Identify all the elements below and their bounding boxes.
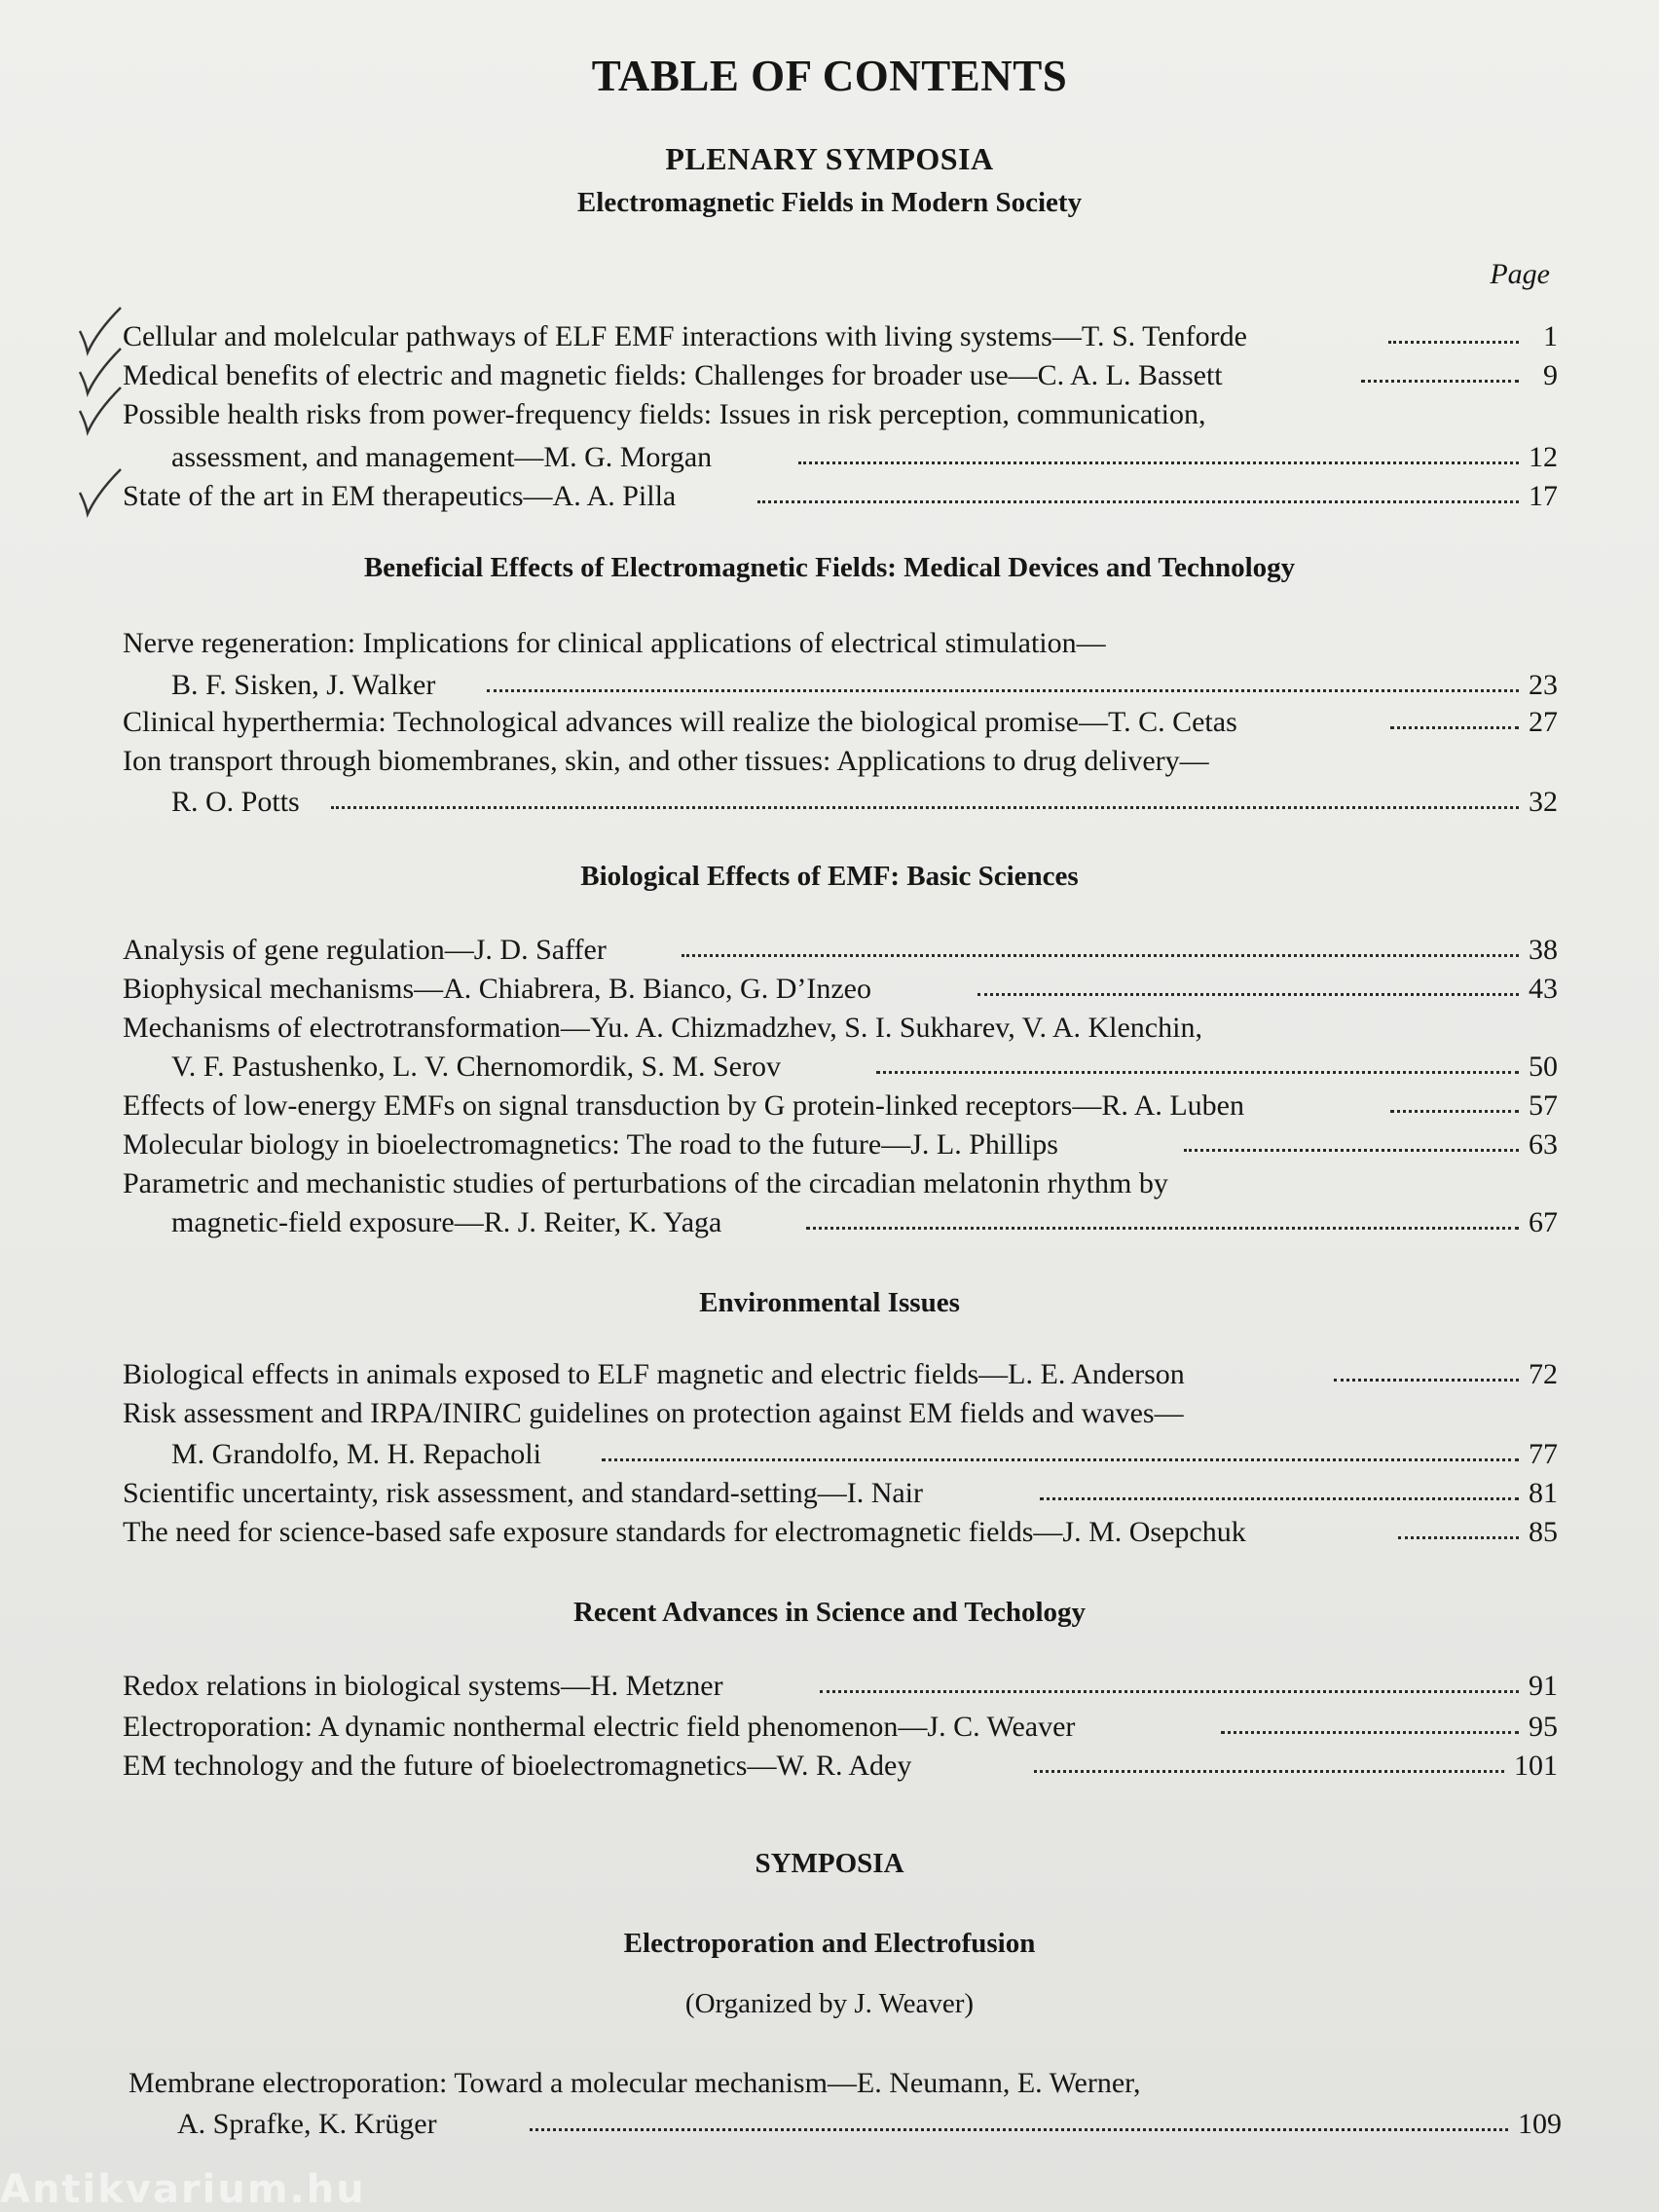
toc-entry-page: 109 — [1518, 2108, 1562, 2140]
toc-entry-leader — [977, 972, 1558, 1007]
toc-entry-title: Analysis of gene regulation—J. D. Saffer — [123, 934, 607, 966]
toc-entry-title: Parametric and mechanistic studies of perturbations of the circadian melatonin rhythm by — [123, 1167, 1168, 1199]
toc-entry-title: EM technology and the future of bioelectromagnetics—W. R. Adey — [123, 1750, 912, 1782]
toc-entry-continuation: V. F. Pastushenko, L. V. Chernomordik, S. M. Serov — [171, 1051, 781, 1083]
toc-entry-page: 57 — [1529, 1089, 1558, 1122]
toc-entry-leader — [876, 1050, 1558, 1085]
section-heading-recent: Recent Advances in Science and Techology — [572, 1597, 1087, 1628]
toc-entry-page: 91 — [1529, 1670, 1558, 1702]
toc-entry-title: Nerve regeneration: Implications for clinical applications of electrical stimulation— — [123, 627, 1106, 659]
toc-entry-page: 63 — [1529, 1128, 1558, 1161]
toc-entry-continuation: B. F. Sisken, J. Walker — [171, 669, 436, 701]
toc-entry-title: State of the art in EM therapeutics—A. A. Pilla — [123, 480, 677, 512]
toc-entry-page: 43 — [1529, 973, 1558, 1005]
toc-entry-title: Biophysical mechanisms—A. Chiabrera, B. Bianco, G. D’Inzeo — [123, 973, 871, 1005]
toc-entry-title: Cellular and molelcular pathways of ELF EMF interactions with living systems—T. S. Tenforde — [123, 320, 1247, 352]
toc-entry-title: Redox relations in biological systems—H. Metzner — [123, 1670, 723, 1702]
toc-entry-page: 38 — [1529, 934, 1558, 966]
toc-entry-leader — [806, 1205, 1558, 1240]
toc-entry-page: 85 — [1529, 1516, 1558, 1548]
toc-entry-title: Electroporation: A dynamic nonthermal electric field phenomenon—J. C. Weaver — [123, 1711, 1076, 1743]
toc-entry-leader — [1034, 1749, 1558, 1784]
toc-entry-leader — [682, 933, 1558, 968]
toc-entry-leader — [530, 2107, 1562, 2142]
toc-entry-title: Scientific uncertainty, risk assessment, and standard-setting—I. Nair — [123, 1477, 923, 1509]
toc-entry-continuation: M. Grandolfo, M. H. Repacholi — [171, 1438, 541, 1470]
toc-entry-page: 12 — [1529, 441, 1558, 473]
section-heading-biological: Biological Effects of EMF: Basic Sciences — [580, 861, 1079, 892]
toc-entry-leader — [1361, 358, 1558, 393]
toc-entry-title: Medical benefits of electric and magnetic fields: Challenges for broader use—C. A. L. Bassett — [123, 359, 1223, 391]
toc-entry-page: 101 — [1514, 1750, 1558, 1782]
toc-entry-leader — [1398, 1515, 1558, 1550]
section-heading-symposia: SYMPOSIA — [755, 1848, 904, 1879]
toc-entry-title: The need for science-based safe exposure standards for electromagnetic fields—J. M. Osepchuk — [123, 1516, 1246, 1548]
section-heading-plenary: PLENARY SYMPOSIA — [665, 141, 994, 176]
toc-entry-leader — [1390, 1088, 1558, 1124]
toc-entry-leader — [602, 1437, 1558, 1472]
toc-entry-leader — [1184, 1127, 1558, 1162]
page-column-label: Page — [1490, 258, 1550, 290]
toc-entry-page: 67 — [1529, 1206, 1558, 1238]
toc-entry-page: 1 — [1543, 320, 1558, 352]
watermark: Antikvarium.hu — [0, 2167, 366, 2212]
toc-entry-page: 17 — [1529, 480, 1558, 512]
toc-entry-leader — [331, 785, 1558, 820]
toc-entry-leader — [820, 1669, 1558, 1704]
toc-entry-continuation: R. O. Potts — [171, 786, 300, 818]
toc-entry-continuation: assessment, and management—M. G. Morgan — [171, 441, 713, 473]
toc-entry-leader — [1221, 1710, 1558, 1745]
toc-entry-leader — [798, 440, 1558, 475]
section-heading-beneficial: Beneficial Effects of Electromagnetic Fields: Medical Devices and Technology — [363, 552, 1296, 583]
toc-entry-leader — [757, 479, 1558, 514]
section-subheading-symposia: Electroporation and Electrofusion — [623, 1928, 1036, 1959]
toc-entry-title: Risk assessment and IRPA/INIRC guidelines on protection against EM fields and waves— — [123, 1397, 1184, 1429]
toc-entry-title: Molecular biology in bioelectromagnetics: The road to the future—J. L. Phillips — [123, 1128, 1058, 1161]
toc-entry-title: Biological effects in animals exposed to ELF magnetic and electric fields—L. E. Anderson — [123, 1358, 1185, 1390]
toc-entry-page: 32 — [1529, 786, 1558, 818]
toc-entry-page: 27 — [1529, 706, 1558, 738]
toc-entry-leader — [487, 668, 1558, 703]
toc-entry-page: 9 — [1543, 359, 1558, 391]
toc-entry-page: 72 — [1529, 1358, 1558, 1390]
toc-entry-title: Clinical hyperthermia: Technological advances will realize the biological promise—T. C. Cetas — [123, 706, 1237, 738]
toc-entry-page: 23 — [1529, 669, 1558, 701]
toc-entry-leader — [1388, 319, 1558, 354]
section-heading-environmental: Environmental Issues — [699, 1287, 960, 1318]
toc-entry-title: Mechanisms of electrotransformation—Yu. A. Chizmadzhev, S. I. Sukharev, V. A. Klenchin, — [123, 1012, 1202, 1044]
page-title: TABLE OF CONTENTS — [591, 52, 1068, 100]
toc-entry-title: Membrane electroporation: Toward a molecular mechanism—E. Neumann, E. Werner, — [129, 2067, 1141, 2099]
toc-entry-leader — [1390, 705, 1558, 740]
toc-entry-page: 50 — [1529, 1051, 1558, 1083]
toc-entry-page: 81 — [1529, 1477, 1558, 1509]
toc-entry-leader — [1334, 1357, 1558, 1392]
toc-entry-page: 77 — [1529, 1438, 1558, 1470]
section-subheading-plenary: Electromagnetic Fields in Modern Society — [576, 187, 1083, 218]
organizer-note: (Organized by J. Weaver) — [684, 1988, 975, 2019]
toc-entry-title: Ion transport through biomembranes, skin, and other tissues: Applications to drug delivery— — [123, 745, 1209, 777]
toc-entry-continuation: A. Sprafke, K. Krüger — [177, 2108, 437, 2140]
toc-entry-page: 95 — [1529, 1711, 1558, 1743]
toc-entry-title: Effects of low-energy EMFs on signal transduction by G protein-linked receptors—R. A. Luben — [123, 1089, 1244, 1122]
toc-entry-continuation: magnetic-field exposure—R. J. Reiter, K. Yaga — [171, 1206, 722, 1238]
toc-entry-title: Possible health risks from power-frequency fields: Issues in risk perception, communication, — [123, 398, 1206, 430]
toc-entry-leader — [1040, 1476, 1558, 1511]
